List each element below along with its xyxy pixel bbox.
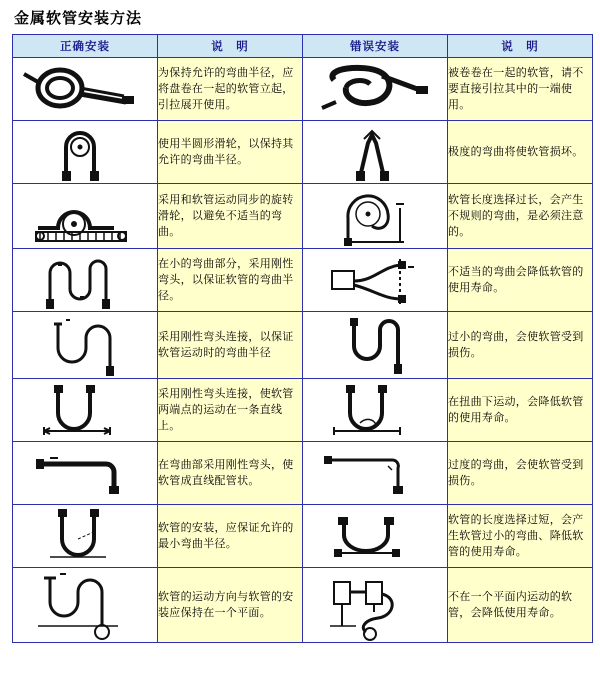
correct-figure-cell — [13, 121, 158, 184]
wrong-note-cell: 被卷卷在一起的软管，请不要直接引拉其中的一端使用。 — [448, 58, 593, 121]
header-wrong-note: 说 明 — [448, 35, 593, 58]
wrong-figure-cell — [303, 121, 448, 184]
table-row — [13, 121, 593, 184]
page-title: 金属软管安装方法 — [14, 9, 143, 27]
table-row — [13, 505, 593, 568]
hose-coil-wrong-icon — [303, 58, 445, 120]
table-row — [13, 379, 593, 442]
too-long-hose-wrong-icon — [303, 184, 445, 248]
correct-note-cell: 在弯曲部采用刚性弯头，使软管成直线配管状。 — [158, 442, 303, 505]
correct-note-cell: 使用半圆形滑轮，以保持其允许的弯曲半径。 — [158, 121, 303, 184]
wrong-note-cell: 过小的弯曲，会使软管受到损伤。 — [448, 312, 593, 379]
correct-note-cell: 为保持允许的弯曲半径，应将盘卷在一起的软管立起，引拉展开使用。 — [158, 58, 303, 121]
correct-note-cell: 软管的运动方向与软管的安装应保持在一个平面。 — [158, 568, 303, 643]
twist-motion-wrong-icon — [303, 379, 445, 441]
over-length-wrong-icon — [303, 505, 445, 567]
wrong-figure-cell — [303, 568, 448, 643]
wrong-note-cell: 极度的弯曲将使软管损坏。 — [448, 121, 593, 184]
improper-bend-wrong-icon — [303, 249, 445, 311]
rigid-bend-small-radius-correct-icon — [13, 249, 155, 311]
wrong-figure-cell — [303, 379, 448, 442]
min-bend-radius-correct-icon — [13, 505, 155, 567]
different-plane-motion-wrong-icon — [303, 568, 445, 642]
rigid-elbow-straight-line-correct-icon — [13, 379, 155, 441]
too-small-bend-wrong-icon — [303, 312, 445, 378]
correct-note-cell: 在小的弯曲部分，采用刚性弯头，以保证软管的弯曲半径。 — [158, 249, 303, 312]
sync-rotating-pulley-correct-icon — [13, 184, 155, 248]
wrong-figure-cell — [303, 312, 448, 379]
table-row — [13, 442, 593, 505]
wrong-figure-cell — [303, 249, 448, 312]
wrong-figure-cell — [303, 505, 448, 568]
table-row — [13, 184, 593, 249]
correct-figure-cell — [13, 249, 158, 312]
wrong-note-cell: 软管长度选择过长，会产生不规则的弯曲，是必须注意的。 — [448, 184, 593, 249]
correct-figure-cell — [13, 568, 158, 643]
correct-note-cell: 采用和软管运动同步的旋转滑轮，以避免不适当的弯曲。 — [158, 184, 303, 249]
header-correct-note: 说 明 — [158, 35, 303, 58]
wrong-note-cell: 不在一个平面内运动的软管，会降低使用寿命。 — [448, 568, 593, 643]
correct-figure-cell — [13, 58, 158, 121]
header-correct-install: 正确安装 — [13, 35, 158, 58]
wrong-note-cell: 软管的长度选择过短，会产生软管过小的弯曲、降低软管的使用寿命。 — [448, 505, 593, 568]
table-row — [13, 312, 593, 379]
table-header-row — [13, 35, 593, 58]
correct-figure-cell — [13, 442, 158, 505]
wrong-note-cell: 过度的弯曲，会使软管受到损伤。 — [448, 442, 593, 505]
semicircle-pulley-correct-icon — [13, 121, 155, 183]
correct-note-cell: 采用刚性弯头连接，以保证软管运动时的弯曲半径 — [158, 312, 303, 379]
correct-figure-cell — [13, 184, 158, 249]
hose-coil-correct-icon — [13, 58, 155, 120]
correct-figure-cell — [13, 379, 158, 442]
wrong-figure-cell — [303, 58, 448, 121]
straight-pipe-elbow-correct-icon — [13, 442, 155, 504]
wrong-note-cell: 在扭曲下运动，会降低软管的使用寿命。 — [448, 379, 593, 442]
same-plane-motion-correct-icon — [13, 568, 155, 642]
table-row — [13, 58, 593, 121]
rigid-elbow-connection-correct-icon — [13, 312, 155, 378]
correct-figure-cell — [13, 505, 158, 568]
correct-figure-cell — [13, 312, 158, 379]
header-wrong-install: 错误安装 — [303, 35, 448, 58]
table-header — [13, 35, 593, 58]
correct-note-cell: 采用刚性弯头连接，使软管两端点的运动在一条直线上。 — [158, 379, 303, 442]
table-body — [13, 58, 593, 643]
wrong-note-cell: 不适当的弯曲会降低软管的使用寿命。 — [448, 249, 593, 312]
wrong-figure-cell — [303, 184, 448, 249]
wrong-figure-cell — [303, 442, 448, 505]
table-row — [13, 249, 593, 312]
correct-note-cell: 软管的安装，应保证允许的最小弯曲半径。 — [158, 505, 303, 568]
excessive-bend-wrong-icon — [303, 442, 445, 504]
table-row — [13, 568, 593, 643]
sharp-bend-wrong-icon — [303, 121, 445, 183]
hose-installation-table — [12, 34, 593, 643]
